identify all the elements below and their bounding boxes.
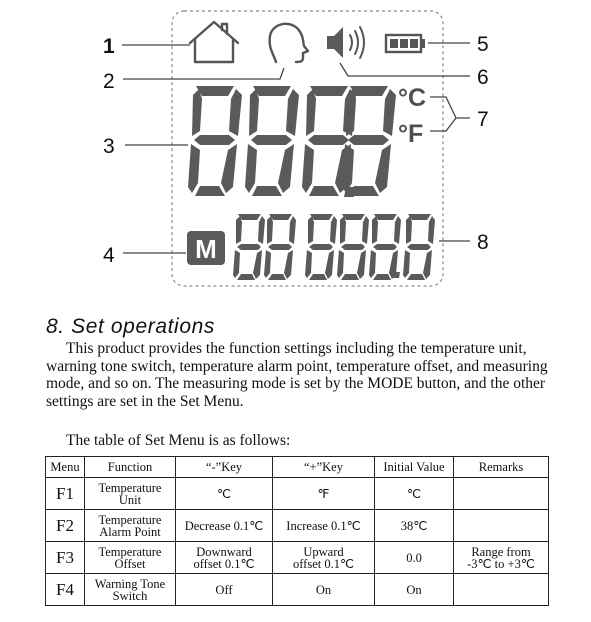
function-cell-line: Temperature [98, 512, 162, 527]
minus-key-cell [176, 478, 273, 510]
menu-cell-line: F3 [56, 547, 74, 567]
remarks-cell [454, 574, 549, 606]
menu-cell-line: F2 [56, 515, 74, 535]
plus-key-cell [273, 542, 375, 574]
plus-key-cell-line: offset 0.1℃ [292, 556, 355, 571]
minus-key-cell-line: offset 0.1℃ [193, 556, 255, 571]
function-cell-line: Warning Tone [94, 576, 166, 591]
minus-key-cell-line: ℃ [216, 486, 232, 501]
small-digits-right [305, 214, 435, 280]
function-cell-line: Temperature [98, 480, 162, 495]
initial-value-cell-line: On [406, 582, 422, 597]
plus-key-cell [273, 510, 375, 542]
remarks-cell [454, 478, 549, 510]
function-cell [85, 510, 176, 542]
head-profile-icon [270, 24, 308, 62]
function-cell [85, 478, 176, 510]
function-cell [85, 574, 176, 606]
minus-key-cell-line: Off [215, 582, 233, 597]
function-cell-line: Switch [112, 588, 148, 603]
header-minus-key: “-”Key [176, 457, 273, 478]
menu-cell [46, 542, 85, 574]
plus-key-cell-line: On [315, 582, 332, 597]
speaker-icon [327, 27, 364, 58]
header-function: Function [85, 457, 176, 478]
celsius-unit: °C [398, 84, 427, 112]
initial-value-cell [375, 510, 454, 542]
lcd-display-diagram [0, 0, 591, 300]
function-cell-line: Offset [114, 556, 146, 571]
initial-value-cell [375, 574, 454, 606]
home-icon [190, 22, 238, 62]
callout-2: 2 [103, 70, 115, 93]
menu-cell-line: F4 [56, 579, 74, 599]
minus-key-cell [176, 542, 273, 574]
table-row [46, 574, 549, 606]
minus-key-cell-line: Downward [196, 544, 252, 559]
battery-icon [386, 35, 425, 52]
plus-key-cell-line: ℉ [317, 486, 330, 501]
leader-2 [123, 68, 284, 79]
header-initial-value: Initial Value [375, 457, 454, 478]
menu-cell-line: F1 [56, 483, 74, 503]
callout-1: 1 [103, 35, 115, 58]
function-cell-line: Unit [118, 492, 142, 507]
table-row [46, 542, 549, 574]
svg-text:M: M [195, 234, 217, 264]
callout-6: 6 [477, 66, 489, 89]
plus-key-cell-line: Upward [303, 544, 344, 559]
memory-indicator [187, 231, 225, 265]
small-digits-left [233, 214, 296, 280]
function-cell [85, 542, 176, 574]
callout-5: 5 [477, 33, 489, 56]
initial-value-cell-line: ℃ [406, 486, 422, 501]
plus-key-cell-line: Increase 0.1℃ [286, 518, 361, 533]
leader-6 [340, 63, 470, 76]
initial-value-cell [375, 478, 454, 510]
table-intro: The table of Set Menu is as follows: [66, 432, 291, 449]
minus-key-cell-line: Decrease 0.1℃ [184, 518, 264, 533]
intro-paragraph: This product provides the function settings including the temperature unit, warning tone switch, temperature alarm point, temperature offset, and measuring mode, and so on. The measuring mode is set by the MODE button, and the other settings are set in the Set Menu. [46, 340, 548, 410]
menu-cell [46, 574, 85, 606]
callout-4: 4 [103, 244, 115, 267]
leader-7 [430, 97, 470, 131]
callout-7: 7 [477, 108, 489, 131]
function-cell-line: Alarm Point [99, 524, 161, 539]
remarks-cell-line: Range from [471, 544, 531, 559]
table-header-row [46, 457, 549, 478]
header-plus-key: “+”Key [273, 457, 375, 478]
minus-key-cell [176, 510, 273, 542]
set-menu-table [45, 456, 549, 606]
table-row [46, 478, 549, 510]
initial-value-cell-line: 0.0 [406, 550, 422, 565]
fahrenheit-unit: °F [398, 120, 424, 148]
section-title: 8. Set operations [46, 315, 215, 338]
main-digits [188, 86, 396, 197]
header-menu: Menu [46, 457, 85, 478]
plus-key-cell [273, 574, 375, 606]
remarks-cell [454, 542, 549, 574]
initial-value-cell-line: 38℃ [400, 518, 428, 533]
header-remarks: Remarks [454, 457, 549, 478]
remarks-cell [454, 510, 549, 542]
remarks-cell-line: -3℃ to +3℃ [467, 556, 535, 571]
plus-key-cell [273, 478, 375, 510]
callout-8: 8 [477, 231, 489, 254]
initial-value-cell [375, 542, 454, 574]
menu-cell [46, 510, 85, 542]
minus-key-cell [176, 574, 273, 606]
table-row [46, 510, 549, 542]
function-cell-line: Temperature [98, 544, 162, 559]
menu-cell [46, 478, 85, 510]
callout-3: 3 [103, 135, 115, 158]
